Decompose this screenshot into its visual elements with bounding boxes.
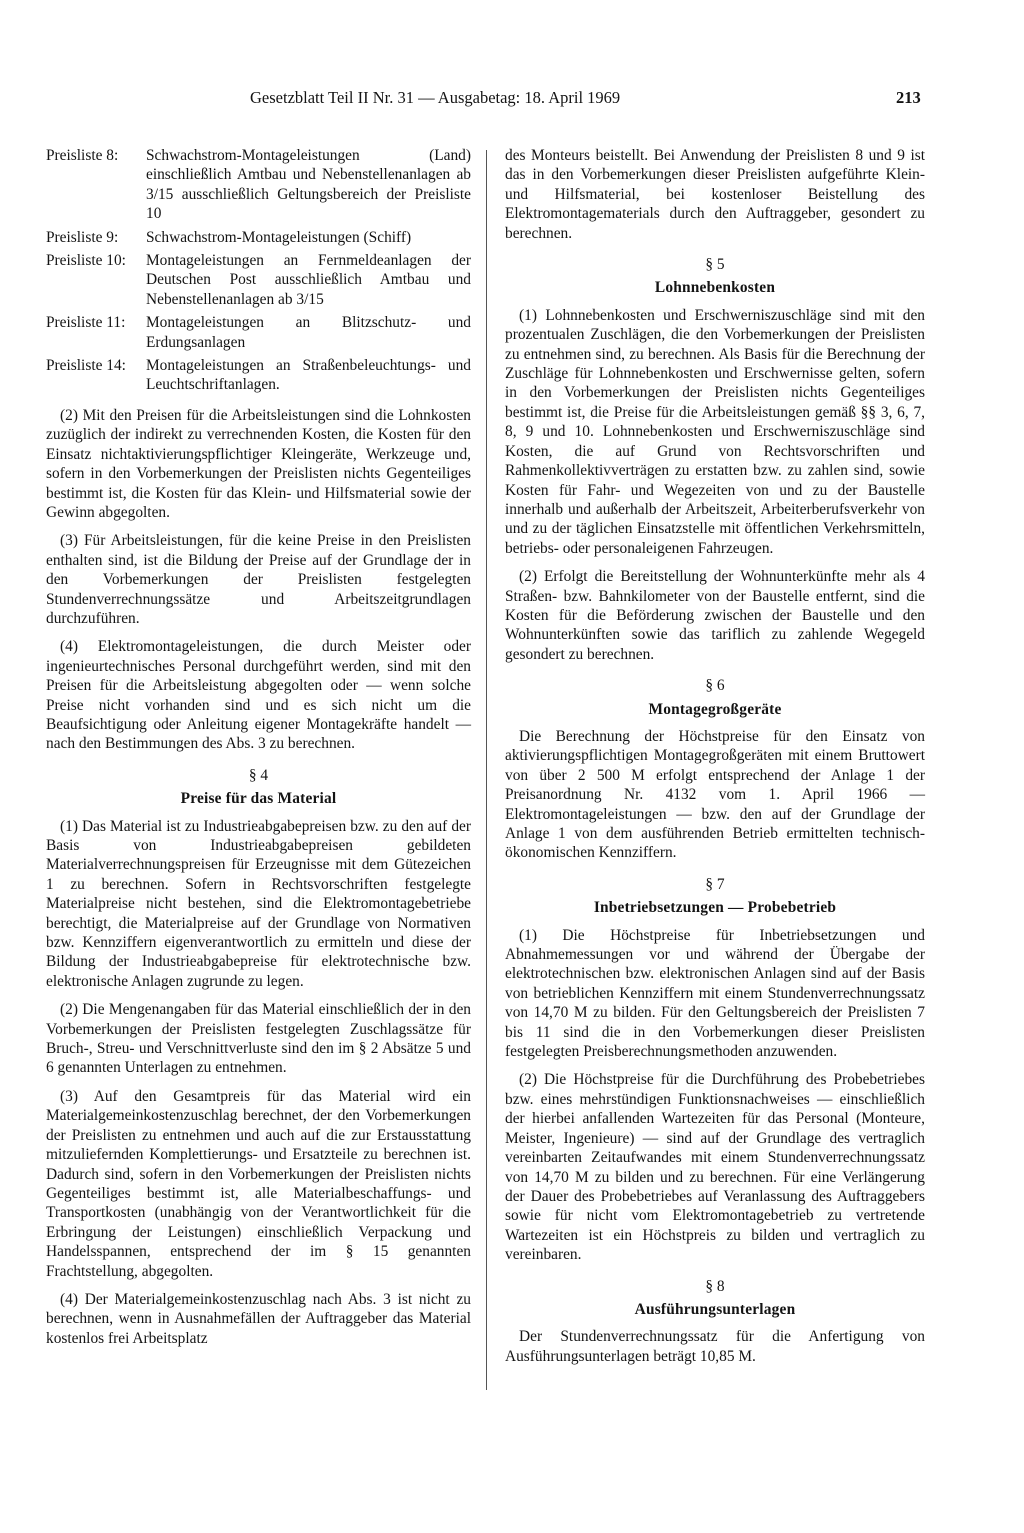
section-number: § 8	[705, 1277, 725, 1295]
price-list-item	[46, 146, 471, 224]
page-header	[0, 88, 1024, 114]
price-list-label: Preisliste 10:	[46, 252, 126, 270]
price-list-text: Schwachstrom-Montageleistungen (Schiff)	[146, 228, 412, 246]
column-divider	[486, 150, 487, 1390]
price-list-item	[46, 228, 471, 247]
paragraph: Der Stundenverrechnungssatz für die Anfertigung von Ausführungsunterlagen beträgt 10,85 M.	[505, 1328, 925, 1365]
section-number: § 6	[705, 677, 725, 695]
paragraph: (1) Lohnnebenkosten und Erschwerniszuschläge sind mit den prozentualen Zuschlägen, die den Vorbemerkungen der Preislisten zu entnehmen sind, zu berechnen. Als Basis für die Berechnung der Zuschläge für Lohnnebenkosten und Erschwernisse gelten, sofern in den Vorbemerkungen der Preislisten nichts Gegenteiliges bestimmt ist, die Preise für die Arbeitsleistungen gemäß §§ 3, 6, 7, 8, 9 und 10. Lohnnebenkosten und Erschwerniszuschläge sind Kosten, die auf Grund von Rechtsvorschriften und Rahmenkollektivverträgen zu erstatten bzw. zu zahlen sind, sowie Kosten für Fahr- und Wegezeiten von und zu der Baustelle innerhalb und außerhalb der Arbeitszeit, Arbeiterberufsverkehr von und zu der täglichen Einsatzstelle mit öffentlichen Verkehrsmitteln, betriebs- oder personaleigenen Fahrzeugen.	[505, 306, 925, 557]
paragraph: (3) Für Arbeitsleistungen, für die keine Preise in den Preislisten enthalten sind, ist die Bildung der Preise auf der Grundlage der in den Vorbemerkungen der Preislisten festgelegten Stundenverrechnungssätze und Arbeitszeitgrundlagen durchzuführen.	[46, 532, 471, 627]
section-title: Lohnnebenkosten	[654, 279, 776, 297]
section-title: Montagegroßgeräte	[648, 700, 782, 718]
price-list-label: Preisliste 9:	[46, 228, 119, 246]
section-number: § 7	[705, 875, 725, 893]
paragraph: (4) Der Materialgemeinkostenzuschlag nach Abs. 3 ist nicht zu berechnen, wenn in Ausnahmefällen der Auftraggeber das Material kostenlos frei Arbeitsplatz	[46, 1290, 471, 1347]
paragraph: (3) Auf den Gesamtpreis für das Material wird ein Materialgemeinkostenzuschlag berechnet, der den Vorbemerkungen der Preislisten zu entnehmen und auch auf die zur Erstausstattung mitzuliefernden Komplettierungs- und Ersatzteile zu berechnen ist. Dadurch sind, sofern in den Vorbemerkungen der Preislisten nichts Gegenteiliges bestimmt ist, alle Materialbeschaffungs- und Transportkosten (unabhängig von der Verantwortlichkeit für die Erbringung der Leistungen) einschließlich Verpackung und Handelsspannen, entsprechend der im § 15 genannten Frachtstellung, abgegolten.	[46, 1087, 471, 1280]
paragraph: (2) Die Mengenangaben für das Material einschließlich der in den Vorbemerkungen der Preislisten festgelegten Zuschlagssätze für Bruch-, Streu- und Verschnittverluste sind den im § 2 Absätze 5 und 6 genannten Unterlagen zu entnehmen.	[46, 1001, 471, 1077]
price-list-item	[46, 251, 471, 309]
price-list-label: Preisliste 14:	[46, 357, 126, 375]
section-number: § 5	[705, 256, 725, 274]
price-list-item	[46, 356, 471, 395]
paragraph: (1) Das Material ist zu Industrieabgabepreisen bzw. zu den auf der Basis von Industrieabgabepreisen gebildeten Materialverrechnungspreisen für Erzeugnisse mit dem Gütezeichen 1 zu berechnen. Sofern in Rechtsvorschriften festgelegte Materialpreise nicht bestehen, sind die Elektromontagebetriebe berechtigt, die Materialpreise auf der Grundlage von Normativen bzw. Kennziffern eigenverantwortlich zu ermitteln und diese der Bildung der Industrieabgabepreise für elektrotechnische bzw. elektronische Anlagen zugrunde zu legen.	[46, 817, 471, 990]
price-list-text: Montageleistungen an Straßenbeleuchtungs- und Leuchtschriftanlagen.	[146, 357, 471, 394]
header-title: Gesetzblatt Teil II Nr. 31 — Ausgabetag: 18. April 1969	[250, 88, 621, 107]
paragraph: (1) Die Höchstpreise für Inbetriebsetzungen und Abnahmemessungen vor und während der Übergabe der elektrotechnischen bzw. elektronischen Anlagen sind auf der Basis von betrieblichen Kennziffern mit einem Stundenverrechnungssatz von 14,70 M zu bilden. Für den Geltungsbereich der Preislisten 7 bis 11 sind die in den Vorbemerkungen dieser Preislisten festgelegten Preisberechnungsmethoden anzuwenden.	[505, 926, 925, 1061]
left-column	[46, 146, 471, 1357]
paragraph: Die Berechnung der Höchstpreise für den Einsatz von aktivierungspflichtigen Montagegroßgeräten mit einem Bruttowert von über 2 500 M erfolgt entsprechend der Anlage 1 der Preisanordnung Nr. 4132 vom 1. April 1966 — Elektromontageleistungen — bzw. den auf der Grundlage der Anlage 1 von dem ausführenden Betrieb ermittelten technisch-ökonomischen Kennziffern.	[505, 727, 925, 862]
price-list-text: Schwachstrom-Montageleistungen (Land) einschließlich Amtbau und Nebenstellenanlagen ab 3/15 ausschließlich Geltungsbereich der Preisliste 10	[146, 147, 471, 223]
price-list-item	[46, 313, 471, 352]
right-column	[505, 146, 925, 1375]
paragraph: (2) Mit den Preisen für die Arbeitsleistungen sind die Lohnkosten zuzüglich der indirekt zu verrechnenden Kosten, die Kosten für den Einsatz nichtaktivierungspflichtiger Kleingeräte, Werkzeuge und, sofern in den Vorbemerkungen der Preislisten nichts Gegenteiliges bestimmt ist, die Kosten für das Klein- und Hilfsmaterial sowie der Gewinn abgegolten.	[46, 406, 471, 521]
price-list-label: Preisliste 11:	[46, 314, 126, 332]
section-title: Preise für das Material	[180, 790, 337, 808]
section-title: Inbetriebsetzungen — Probebetrieb	[593, 899, 837, 917]
paragraph: (2) Die Höchstpreise für die Durchführung des Probebetriebes bzw. eines mehrstündigen Funktionsnachweises — einschließlich der hierbei anfallenden Wartezeiten für das Personal (Monteure, Meister, Ingenieure) — sind auf der Grundlage des vertraglich vereinbarten Zeitaufwandes mit einem Stundenverrechnungssatz von 14,70 M zu bilden und zu berechnen. Für eine Verlängerung der Dauer des Probebetriebes auf Veranlassung des Auftraggebers sowie für nicht vom Elektromontagebetrieb zu vertretende Wartezeiten ist ein Höchstpreis zu bilden und vertraglich zu vereinbaren.	[505, 1071, 925, 1264]
paragraph-continuation: des Monteurs beistellt. Bei Anwendung der Preislisten 8 und 9 ist das in den Vorbemerkungen dieser Preislisten aufgeführte Klein- und Hilfsmaterial, bei kostenloser Beistellung des Elektromontagematerials durch den Auftraggeber, gesondert zu berechnen.	[505, 147, 925, 242]
price-list-text: Montageleistungen an Fernmeldeanlagen der Deutschen Post ausschließlich Amtbau und Nebenstellenanlagen ab 3/15	[146, 252, 471, 308]
paragraph: (2) Erfolgt die Bereitstellung der Wohnunterkünfte mehr als 4 Straßen- bzw. Bahnkilometer von der Baustelle entfernt, sind die Kosten für die Beförderung zwischen der Baustelle und den Wohnunterkünften sowie das tariflich zu zahlende Wegegeld gesondert zu berechnen.	[505, 568, 925, 663]
section-number: § 4	[248, 766, 269, 784]
price-list-label: Preisliste 8:	[46, 147, 119, 164]
page-number: 213	[896, 88, 921, 107]
price-list-text: Montageleistungen an Blitzschutz- und Erdungsanlagen	[146, 314, 471, 351]
section-title: Ausführungsunterlagen	[634, 1300, 796, 1318]
paragraph: (4) Elektromontageleistungen, die durch Meister oder ingenieurtechnisches Personal durchgeführt werden, sind mit den Preisen für die Arbeitsleistung abgegolten oder — wenn solche Preise nicht vorhanden sind und es sich nicht um die Beaufsichtigung oder Anleitung eigener Montagekräfte handelt — nach den Bestimmungen des Abs. 3 zu berechnen.	[46, 638, 471, 753]
